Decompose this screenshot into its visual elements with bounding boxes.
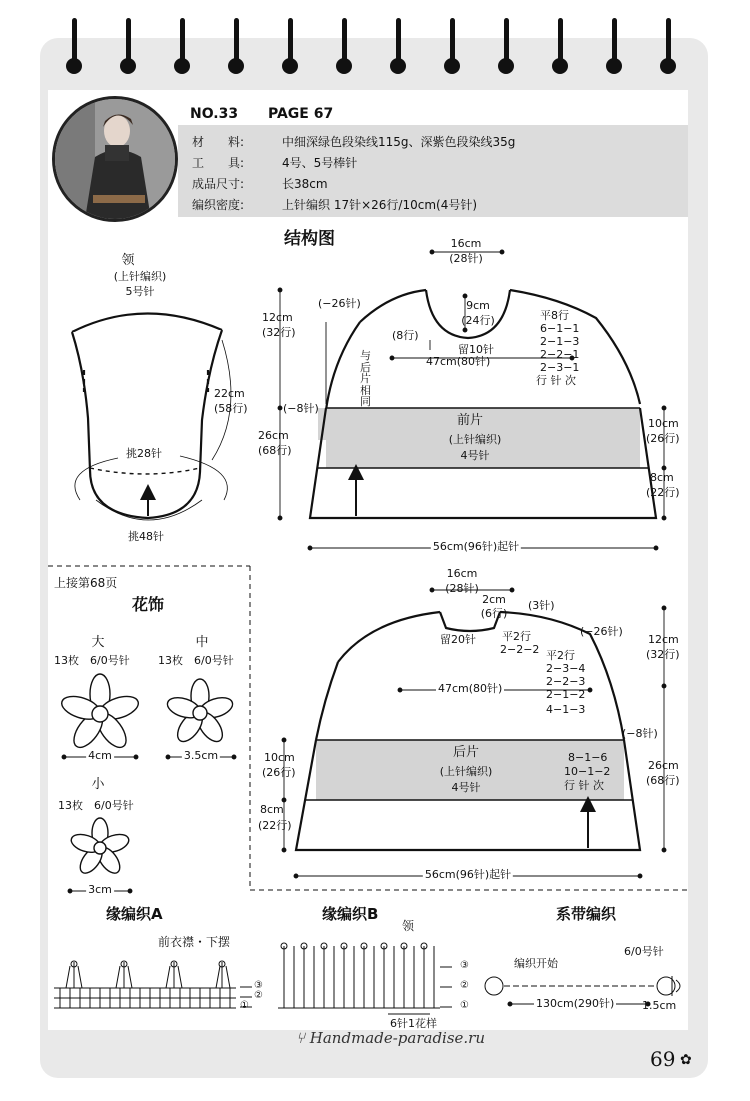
front-neck-width-cm: 16cm <box>450 237 482 250</box>
back-rule-line: 4−1−3 <box>546 703 586 716</box>
tie-width: 1.5cm <box>642 999 677 1012</box>
flower-large-info: 13枚 6/0号针 <box>54 654 130 667</box>
front-rule-line: 2−2−1 <box>540 348 580 361</box>
gauge-value: 上针编织 17针×26行/10cm(4号针) <box>282 198 478 212</box>
row-marker: ① <box>460 1000 469 1011</box>
fork-icon: ⑂ <box>296 1029 310 1047</box>
flower-large <box>59 674 141 752</box>
back-neck-width-cm: 16cm <box>446 567 478 580</box>
front-neck-width-st: (28针) <box>449 252 483 265</box>
edging-b-chart <box>278 943 452 1014</box>
collar-shape <box>72 313 231 520</box>
collar-stitch: (上针编织) <box>113 270 167 283</box>
page-number: 69 <box>650 1047 676 1071</box>
back-height-10-rows: (26行) <box>262 766 296 779</box>
front-neck-depth-cm: 9cm <box>466 299 490 312</box>
structure-title: 结构图 <box>284 229 335 249</box>
edging-b-title: 缘编织B <box>322 905 379 923</box>
front-neck-depth-rows: (24行) <box>461 314 495 327</box>
watermark-text: Handmade-paradise.ru <box>309 1029 486 1047</box>
back-piece-stitch: (上针编织) <box>439 765 493 778</box>
edging-a-subtitle: 前衣襟・下摆 <box>158 935 231 949</box>
back-height-26-cm: 26cm <box>648 759 679 772</box>
front-dec-m8: (−8针) <box>283 402 319 415</box>
flower-medium <box>165 679 235 746</box>
front-rule-line: 6−1−1 <box>540 322 580 335</box>
back-dec-m8: (−8针) <box>622 727 658 740</box>
flower-small-size: 3cm <box>88 883 112 896</box>
front-dec-26: (−26针) <box>318 297 361 310</box>
front-dec-8-rows: (8行) <box>392 329 419 342</box>
back-rule-line: 平2行 <box>546 649 575 662</box>
back-neck-rule: 平2行 <box>502 630 531 643</box>
back-neck-width-st: (28针) <box>445 582 479 595</box>
front-top-height-rows: (32行) <box>262 326 296 339</box>
back-center-stitches: 留20针 <box>440 633 476 646</box>
edging-a-chart <box>54 961 252 1008</box>
page-reference: PAGE 67 <box>268 106 334 122</box>
front-piece-name: 前片 <box>456 413 484 428</box>
back-height-10-cm: 10cm <box>264 751 295 764</box>
back-neck-rule: 2−2−2 <box>500 643 540 656</box>
back-dec-26: (−26针) <box>580 625 623 638</box>
front-height-8-rows: (22行) <box>646 486 680 499</box>
front-height-10-cm: 10cm <box>648 417 679 430</box>
back-rule-line: 2−2−3 <box>546 675 586 688</box>
front-rule-line: 2−3−1 <box>540 361 580 374</box>
front-height-26-cm: 26cm <box>258 429 289 442</box>
tie-title: 系带编织 <box>556 905 617 923</box>
back-piece-name: 后片 <box>452 745 480 760</box>
row-marker: ① <box>240 1000 249 1011</box>
edging-b-repeat: 6针1花样 <box>390 1017 437 1030</box>
back-neck-depth-cm: 2cm <box>482 593 506 606</box>
row-marker: ③ <box>254 980 263 991</box>
tie-length: 130cm(290针) <box>536 997 615 1010</box>
size-value: 长38cm <box>282 177 328 191</box>
flowers-title: 花饰 <box>132 595 165 614</box>
back-height-8-cm: 8cm <box>260 803 284 816</box>
collar-height-rows: (58行) <box>214 402 248 415</box>
flower-medium-info: 13枚 6/0号针 <box>158 654 234 667</box>
back-inc-rule: 行 针 次 <box>564 779 604 792</box>
back-height-26-rows: (68行) <box>646 774 680 787</box>
tools-value: 4号、5号棒针 <box>282 156 358 170</box>
back-cast-on: 56cm(96针)起针 <box>424 868 512 881</box>
collar-title: 领 <box>121 253 135 268</box>
tie-needle: 6/0号针 <box>624 945 664 958</box>
back-inc-rule: 8−1−6 <box>568 751 608 764</box>
edging-b-subtitle: 领 <box>402 919 415 933</box>
row-marker: ② <box>254 990 263 1001</box>
front-cast-on: 56cm(96针)起针 <box>432 540 520 553</box>
front-same-as-back: 与后片相同 <box>360 349 371 409</box>
row-marker: ③ <box>460 960 469 971</box>
front-dimension-lines <box>278 250 666 550</box>
flower-small-info: 13枚 6/0号针 <box>58 799 134 812</box>
front-rule-line: 行 针 次 <box>536 374 576 387</box>
row-marker: ② <box>460 980 469 991</box>
tie-start-label: 编织开始 <box>514 957 558 970</box>
flower-large-label: 大 <box>91 635 105 650</box>
back-neck-depth-rows: (6行) <box>480 607 508 620</box>
front-top-height-cm: 12cm <box>262 311 293 324</box>
materials-value: 中细深绿色段染线115g、深紫色段染线35g <box>282 135 516 149</box>
back-top-height-rows: (32行) <box>646 648 680 661</box>
front-height-10-rows: (26行) <box>646 432 680 445</box>
front-mid-width: 47cm(80针) <box>426 355 491 368</box>
back-height-8-rows: (22行) <box>258 819 292 832</box>
back-mid-width: 47cm(80针) <box>438 682 503 695</box>
back-inc-rule: 10−1−2 <box>564 765 611 778</box>
collar-pick-top: 挑28针 <box>126 447 162 460</box>
flower-small <box>69 818 131 877</box>
flower-large-size: 4cm <box>88 749 112 762</box>
back-rule-line: 2−3−4 <box>546 662 586 675</box>
front-rule-line: 平8行 <box>540 309 569 322</box>
front-height-8-cm: 8cm <box>650 471 674 484</box>
collar-height-cm: 22cm <box>214 387 245 400</box>
tools-label: 工 具: <box>192 156 245 170</box>
front-piece-needle: 4号针 <box>460 449 490 462</box>
flower-decoration-icon: ✿ <box>680 1052 692 1068</box>
front-height-26-rows: (68行) <box>258 444 292 457</box>
front-center-stitches: 留10针 <box>458 343 494 356</box>
back-piece-needle: 4号针 <box>451 781 481 794</box>
back-rule-line: 2−1−2 <box>546 688 586 701</box>
watermark <box>296 1030 485 1047</box>
continue-note: 上接第68页 <box>54 576 118 590</box>
materials-label: 材 料: <box>192 135 245 149</box>
edging-a-title: 缘编织A <box>106 905 163 923</box>
flower-medium-size: 3.5cm <box>183 749 219 762</box>
back-dec-3: (3针) <box>528 599 555 612</box>
collar-needle: 5号针 <box>125 285 155 298</box>
flower-medium-label: 中 <box>195 635 209 650</box>
collar-pick-bottom: 挑48针 <box>128 530 164 543</box>
front-rule-line: 2−1−3 <box>540 335 580 348</box>
back-top-height-cm: 12cm <box>648 633 679 646</box>
flower-small-label: 小 <box>91 777 105 792</box>
size-label: 成品尺寸: <box>192 177 245 191</box>
pattern-number: NO.33 <box>190 106 239 122</box>
gauge-label: 编织密度: <box>192 198 245 212</box>
front-piece-stitch: (上针编织) <box>448 433 502 446</box>
